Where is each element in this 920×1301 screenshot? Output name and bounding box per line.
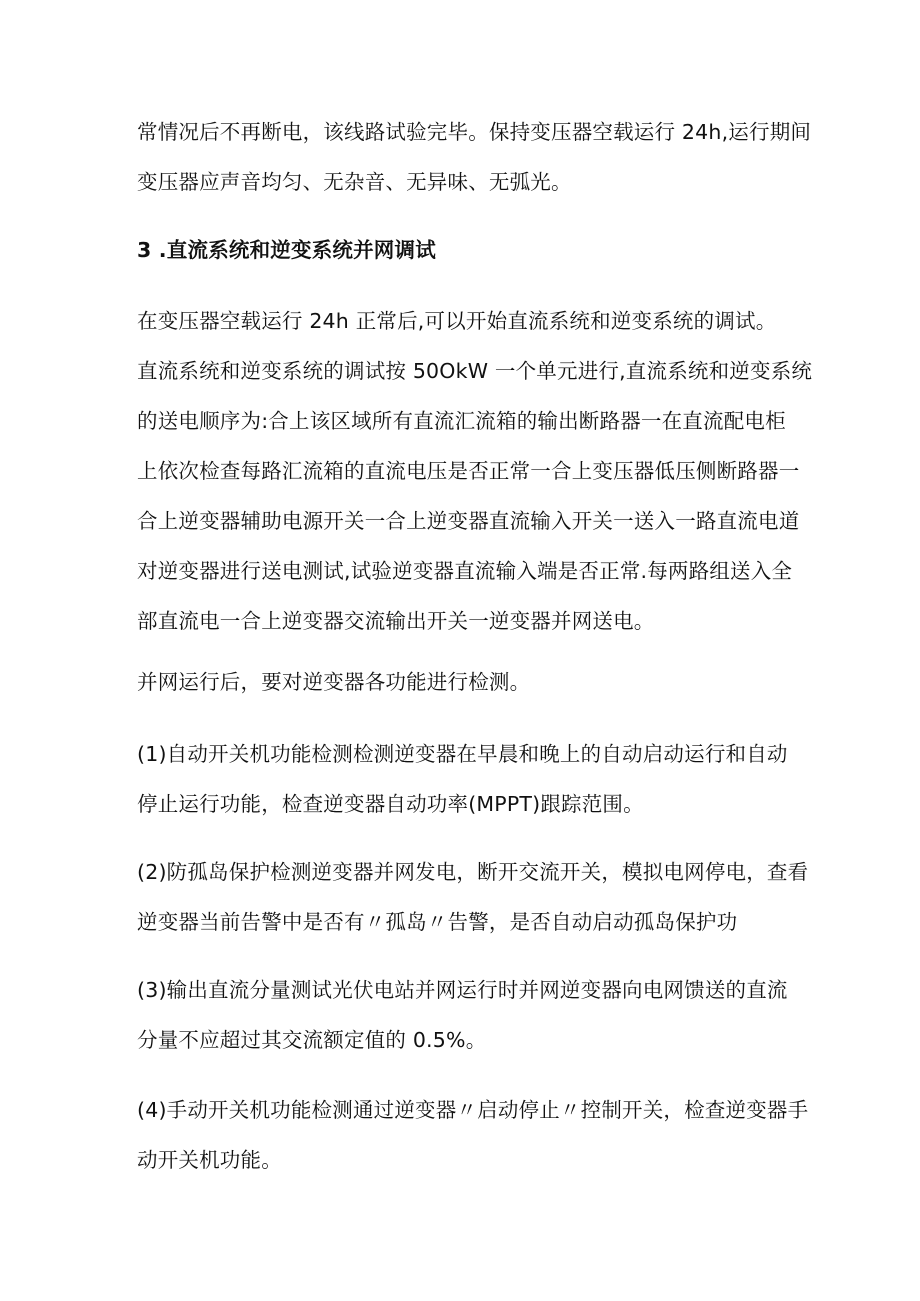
text-line: 上依次检查每路汇流箱的直流电压是否正常一合上变压器低压侧断路器一 [137, 459, 800, 483]
text-line: 合上逆变器辅助电源开关一合上逆变器直流输入开关一送入一路直流电道 [137, 509, 800, 533]
text-line: 变压器应声音均匀、无杂音、无异味、无弧光。 [137, 170, 572, 194]
section-heading-text: 3 .直流系统和逆变系统并网调试 [137, 238, 436, 262]
text-line: (2)防孤岛保护检测逆变器并网发电，断开交流开关，模拟电网停电，查看 [137, 860, 809, 884]
text-line: 并网运行后，要对逆变器各功能进行检测。 [137, 670, 531, 694]
paragraph-dc-inverter-procedure [137, 296, 813, 646]
paragraph-inverter-checks-intro [137, 657, 787, 707]
text-line: 常情况后不再断电，该线路试验完毕。保持变压器空载运行 24h,运行期间 [137, 120, 812, 144]
paragraph-check-1-auto-start [137, 729, 787, 829]
text-line: 部直流电一合上逆变器交流输出开关一逆变器并网送电。 [137, 609, 655, 633]
paragraph-check-3-dc-component [137, 965, 787, 1065]
paragraph-check-4-manual-start [137, 1085, 809, 1185]
paragraph-check-2-anti-islanding [137, 847, 809, 947]
text-line: (1)自动开关机功能检测检测逆变器在早晨和晚上的自动启动运行和自动 [137, 742, 788, 766]
text-line: 对逆变器进行送电测试,试验逆变器直流输入端是否正常.每两路组送入全 [137, 559, 793, 583]
text-line: 直流系统和逆变系统的调试按 50OkW 一个单元进行,直流系统和逆变系统 [137, 359, 813, 383]
text-line: (4)手动开关机功能检测通过逆变器〃启动停止〃控制开关，检查逆变器手 [137, 1098, 809, 1122]
text-line: 在变压器空载运行 24h 正常后,可以开始直流系统和逆变系统的调试。 [137, 309, 777, 333]
text-line: 分量不应超过其交流额定值的 0.5%。 [137, 1028, 487, 1052]
text-line: 动开关机功能。 [137, 1148, 282, 1172]
section-heading [137, 225, 787, 275]
text-line: 逆变器当前告警中是否有〃孤岛〃告警，是否自动启动孤岛保护功 [137, 910, 738, 934]
text-line: 的送电顺序为:合上该区域所有直流汇流箱的输出断路器一在直流配电柜 [137, 409, 786, 433]
text-line: (3)输出直流分量测试光伏电站并网运行时并网逆变器向电网馈送的直流 [137, 978, 788, 1002]
text-line: 停止运行功能，检查逆变器自动功率(MPPT)跟踪范围。 [137, 792, 644, 816]
paragraph-transformer-test [137, 107, 812, 207]
